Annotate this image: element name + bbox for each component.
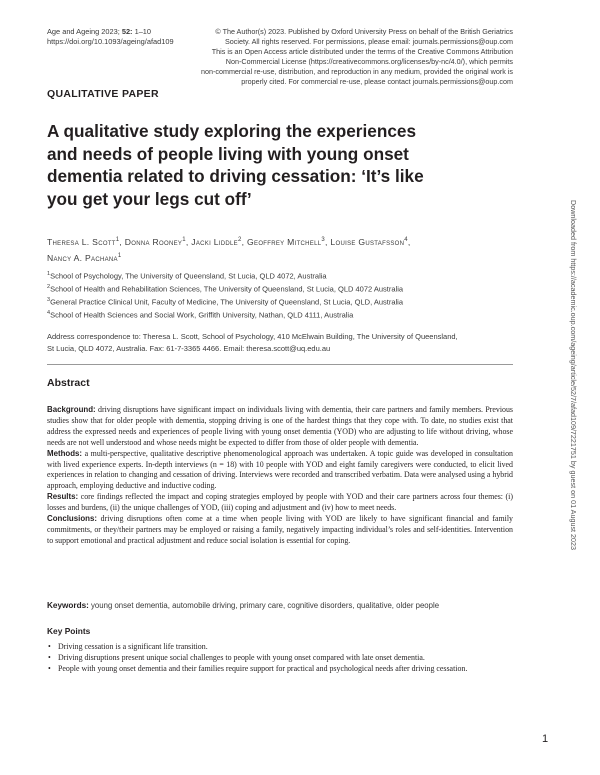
- license-line: properly cited. For commercial re-use, please contact journals.permissions@oup.com: [241, 77, 513, 86]
- author-list: [47, 233, 517, 265]
- author[interactable]: Jacki Liddle$^2$,: [191, 236, 245, 247]
- affiliation-list: [47, 269, 517, 321]
- list-item: • Driving cessation is a significant life transition.: [47, 642, 513, 653]
- address-line: Address correspondence to: Theresa L. Scott, School of Psychology, 410 McElwain Building, The University of Queensland,: [47, 332, 458, 341]
- license-block: [183, 27, 513, 87]
- journal-volume: 52:: [121, 27, 133, 36]
- download-watermark: Downloaded from https://academic.oup.com/ageing/article/52/7/afad109/7221751 by guest on 01 August 2023: [569, 200, 578, 551]
- author[interactable]: Louise Gustafsson$^4$,: [330, 236, 411, 247]
- journal-year: 2023;: [101, 27, 120, 36]
- abstract-methods: Methods: a multi-perspective, qualitative descriptive phenomenological approach was undertaken. A topic guide was developed in consultation with lived experience experts. In-depth interviews (n = 18) with 10 people with YOD and eight family caregivers were conducted, to elicit lived experiences in relation to changing and cessation of driving. Interviews were recorded and transcribed verbatim. Data were analysed using a hybrid approach, employing deductive and inductive coding.: [47, 448, 513, 491]
- paper-type: QUALITATIVE PAPER: [47, 88, 159, 100]
- address-line: St Lucia, QLD 4072, Australia. Fax: 61-7-3365 4466. Email: theresa.scott@uq.edu.au: [47, 343, 331, 353]
- title-line: and needs of people living with young onset: [47, 143, 409, 164]
- license-line: Non-Commercial License (https://creativecommons.org/licenses/by-nc/4.0/), which permits: [225, 57, 513, 66]
- doi-link[interactable]: https://doi.org/10.1093/ageing/afad109: [47, 37, 174, 46]
- author[interactable]: Theresa L. Scott$^1$,: [47, 236, 123, 247]
- abstract-conclusions: Conclusions: driving disruptions often come at a time when people living with YOD are likely to have significant financial and family commitments, or they/their partners may be employed or raising a family, negatively impacting individual’s roles and self-identities. Intervention to support emotional and practical adjustment and reduce social isolation is essential for coping.: [47, 514, 513, 545]
- author[interactable]: Donna Rooney$^1$,: [124, 236, 189, 247]
- author[interactable]: Geoffrey Mitchell$^3$,: [247, 236, 328, 247]
- correspondence-address: [47, 331, 517, 354]
- divider: [47, 364, 513, 365]
- affiliation: $^4$School of Health Sciences and Social Work, Griffith University, Nathan, QLD 4111, Australia: [47, 310, 354, 320]
- license-line: Society. All rights reserved. For permissions, please email: journals.permissions@oup.com: [225, 37, 513, 46]
- title-line: dementia related to driving cessation: ‘It’s like: [47, 166, 424, 186]
- affiliation: $^3$General Practice Clinical Unit, Faculty of Medicine, The University of Queensland, St Lucia, QLD, Australia: [47, 297, 403, 307]
- affiliation: $^1$School of Psychology, The University of Queensland, St Lucia, QLD 4072, Australia: [47, 271, 327, 281]
- article-title: [47, 120, 517, 210]
- keywords-text: young onset dementia, automobile driving, primary care, cognitive disorders, qualitative, older people: [91, 601, 440, 610]
- key-points-list: [47, 642, 513, 675]
- author[interactable]: Nancy A. Pachana$^1$: [47, 252, 122, 263]
- license-line: This is an Open Access article distributed under the terms of the Creative Commons Attribution: [211, 47, 513, 56]
- abstract-background: Background: driving disruptions have significant impact on individuals living with dementia, their care partners and family members. Previous studies show that for older people with dementia, stopping driving is one of the hardest things that they cope with. To date, no studies exist that address the expressed needs and experiences of people living with young onset dementia (YOD) who are adjusting to life without driving, whose needs are not well understood and whose needs might be expected to differ from those of older people with dementia.: [47, 405, 513, 447]
- title-line: A qualitative study exploring the experiences: [47, 121, 417, 141]
- journal-citation: [47, 27, 174, 47]
- license-line: © The Author(s) 2023. Published by Oxford University Press on behalf of the British Geriatrics: [215, 27, 513, 36]
- abstract-body: [47, 405, 513, 547]
- keywords-label: Keywords:: [47, 601, 89, 610]
- list-item: • Driving disruptions present unique social challenges to people with young onset compared with late onset dementia.: [47, 653, 513, 664]
- abstract-heading: Abstract: [47, 377, 90, 389]
- license-line: non-commercial re-use, distribution, and reproduction in any medium, provided the original work is: [200, 67, 513, 76]
- abstract-results: Results: core findings reflected the impact and coping strategies employed by people with YOD and their care partners across four themes: (i) losses and burdens, (ii) the unique challenges of YOD, (iii) coping and adjustment and (iv) how to meet needs.: [47, 492, 513, 513]
- keywords: [47, 601, 513, 610]
- list-item: • People with young onset dementia and their families require support for practical and psychological needs after driving cessation.: [47, 664, 513, 675]
- title-line: you get your legs cut off’: [47, 188, 252, 209]
- journal-name: Age and Ageing: [47, 27, 100, 36]
- key-points-heading: Key Points: [47, 626, 91, 636]
- affiliation: $^2$School of Health and Rehabilitation Sciences, The University of Queensland, St Lucia, QLD 4072 Australia: [47, 284, 404, 294]
- journal-pages: 1–10: [134, 27, 152, 36]
- page-number: 1: [542, 733, 549, 745]
